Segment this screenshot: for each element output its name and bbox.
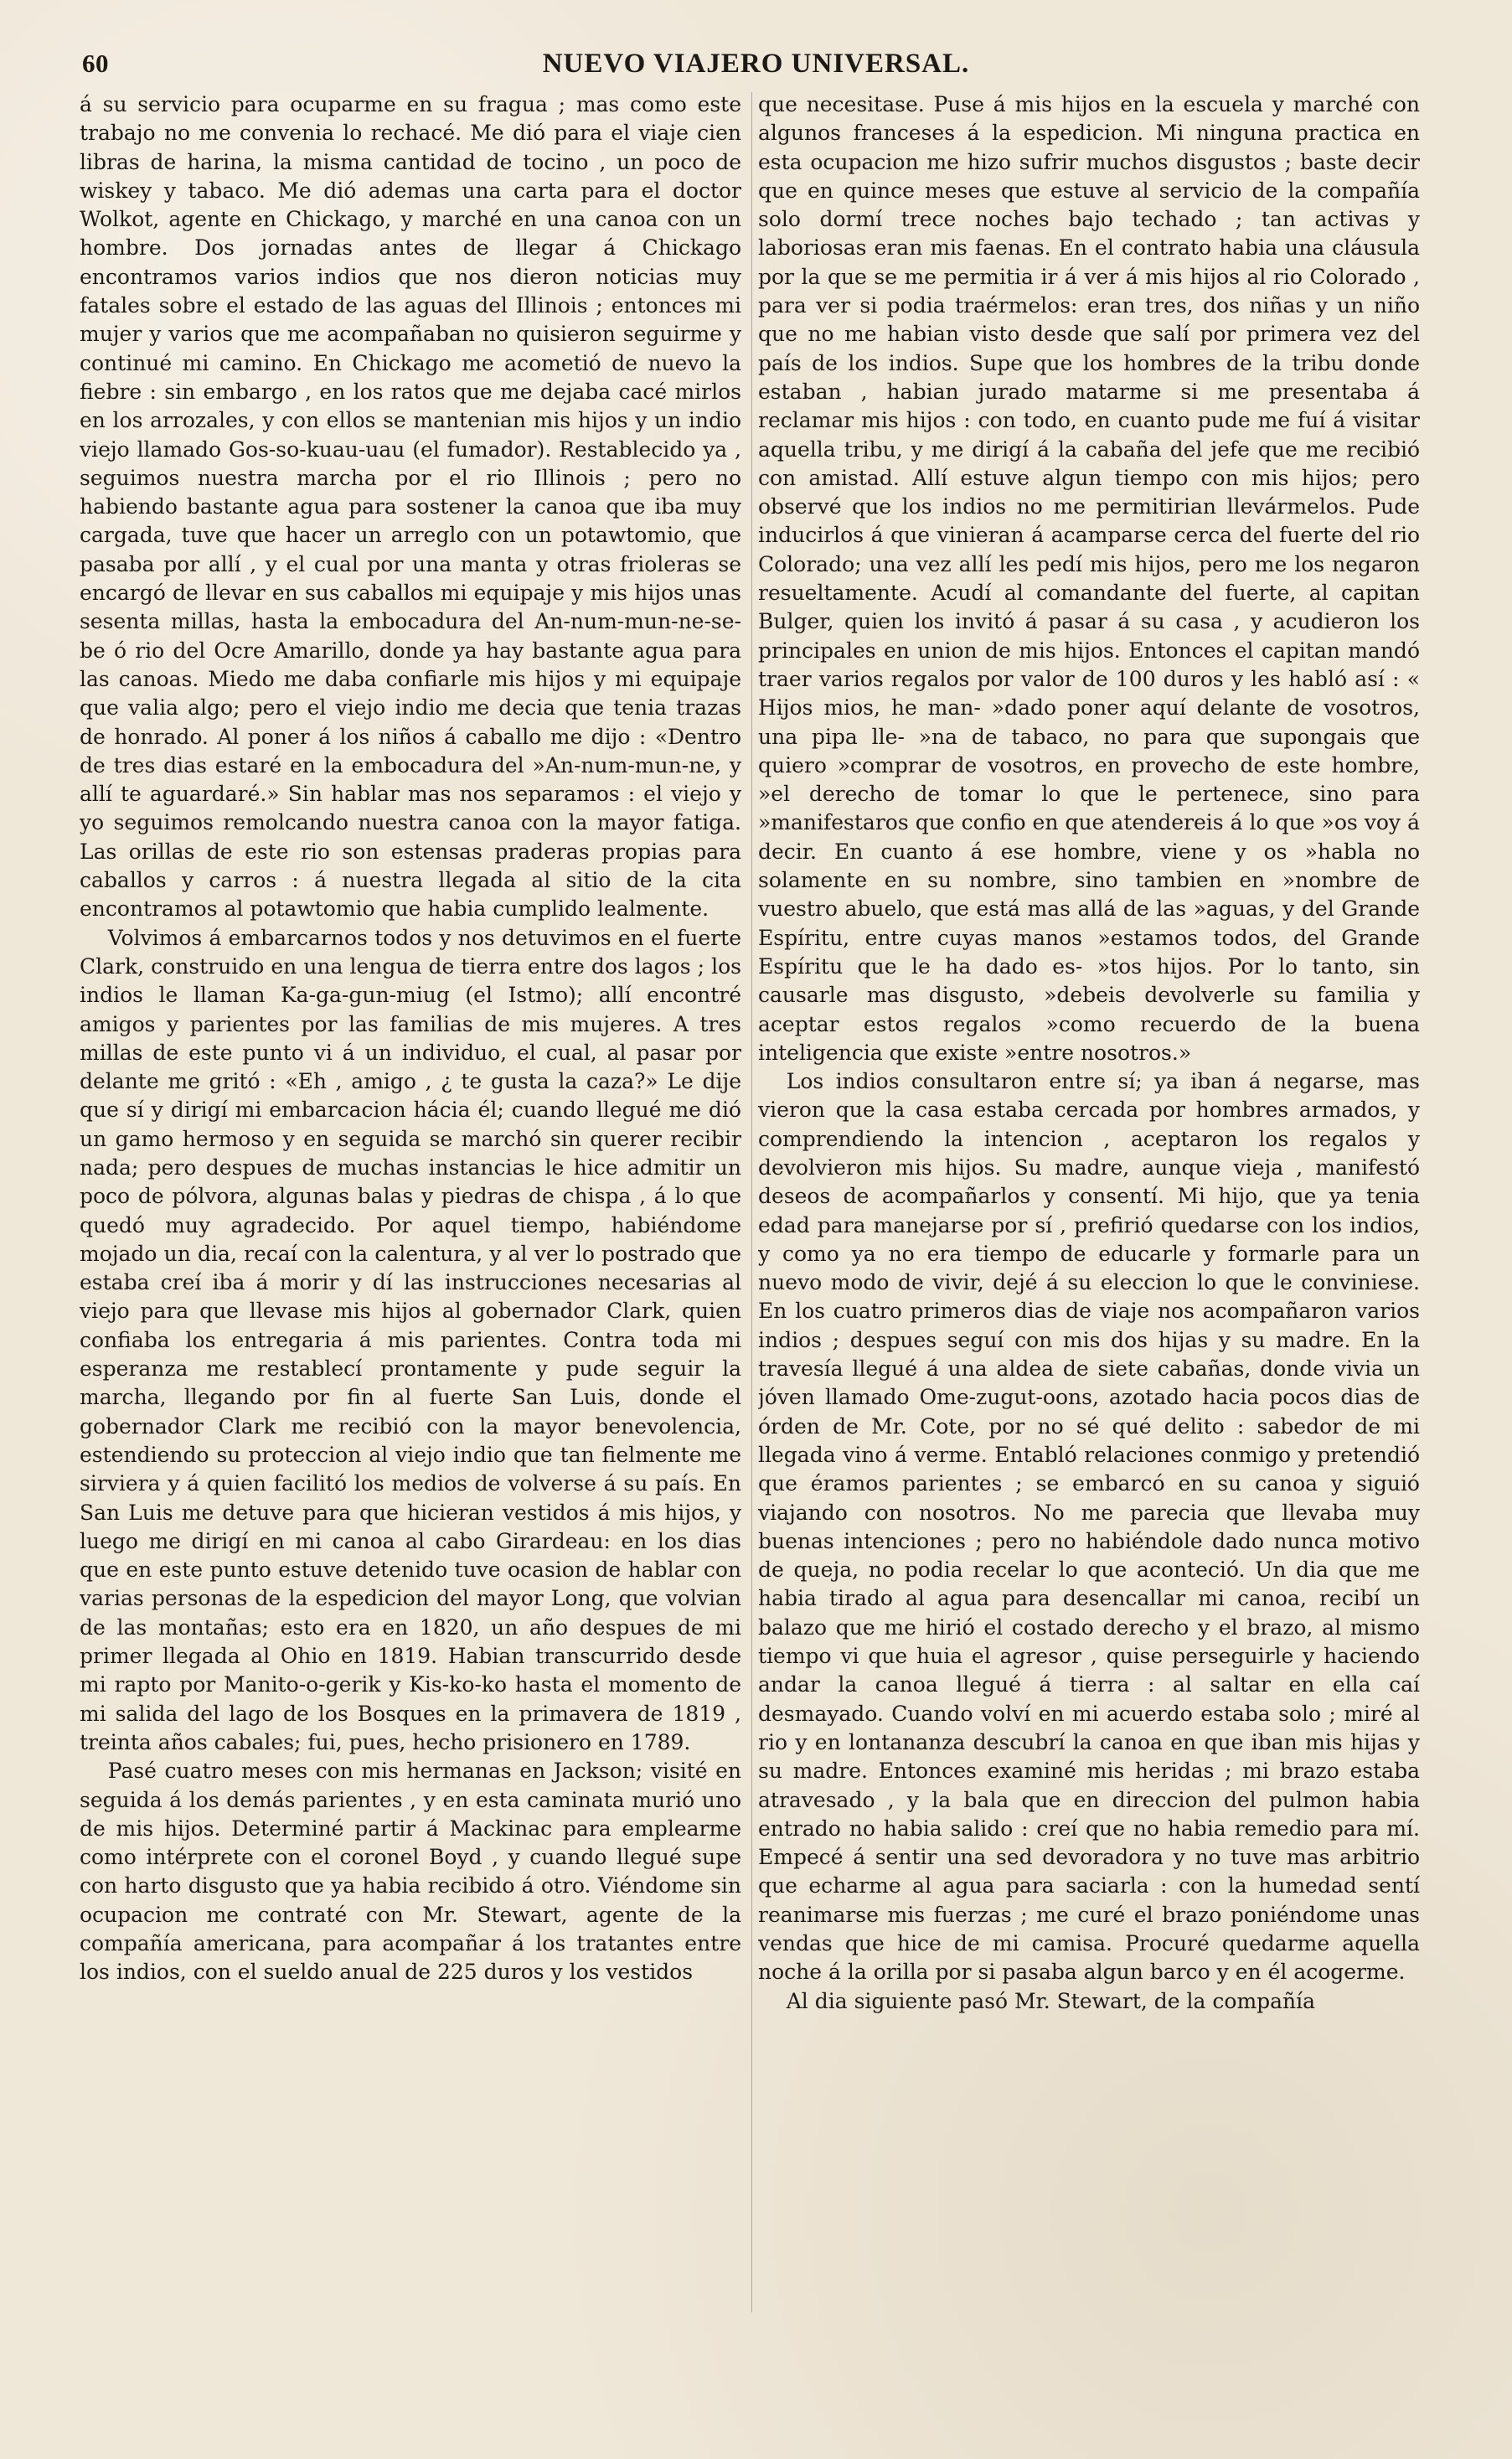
- left-paragraph-1: á su servicio para ocuparme en su fragua ; mas como este trabajo no me convenia lo rechacé. Me dió para el viaje cien libras de harina, la misma cantidad de tocino , un poco de wiskey y tabaco. Me dió ademas una carta para el doctor Wolkot, agente en Chickago, y marché en una canoa con un hombre. Dos jornadas antes de llegar á Chickago encontramos varios indios que nos dieron noticias muy fatales sobre el estado de las aguas del Illinois ; entonces mi mujer y varios que me acompañaban no quisieron seguirme y continué mi camino. En Chickago me acometió de nuevo la fiebre : sin embargo , en los ratos que me dejaba cacé mirlos en los arrozales, y con ellos se mantenian mis hijos y un indio viejo llamado Gos-so-kuau-uau (el fumador). Restablecido ya , seguimos nuestra marcha por el rio Illinois ; pero no habiendo bastante agua para sostener la canoa que iba muy cargada, tuve que hacer un arreglo con un potawtomio, que pasaba por allí , y el cual por una manta y otras frioleras se encargó de llevar en sus caballos mi equipaje y mis hijos unas sesenta millas, hasta la embocadura del An-num-mun-ne-se-be ó rio del Ocre Amarillo, donde ya hay bastante agua para las canoas. Miedo me daba confiarle mis hijos y mi equipaje que valia algo; pero el viejo indio me decia que tenia trazas de honrado. Al poner á los niños á caballo me dijo : «Dentro de tres dias estaré en la embocadura del »An-num-mun-ne, y allí te aguardaré.» Sin hablar mas nos separamos : el viejo y yo seguimos remolcando nuestra canoa con la mayor fatiga. Las orillas de este rio son estensas praderas propias para caballos y carros : á nuestra llegada al sitio de la cita encontramos al potawtomio que habia cumplido lealmente.: [80, 92, 741, 922]
- left-paragraph-3: Pasé cuatro meses con mis hermanas en Jackson; visité en seguida á los demás parientes , y en esta caminata murió uno de mis hijos. Determiné partir á Mackinac para emplearme como intérprete con el coronel Boyd , y cuando llegué supe con harto disgusto que ya habia recibido á otro. Viéndome sin ocupacion me contraté con Mr. Stewart, agente de la compañía americana, para acompañar á los tratantes entre los indios, con el sueldo anual de 225 duros y los vestidos: [80, 1759, 741, 1985]
- right-column: [758, 90, 1420, 2319]
- left-paragraph-2: Volvimos á embarcarnos todos y nos detuvimos en el fuerte Clark, construido en una lengua de tierra entre dos lagos ; los indios le llaman Ka-ga-gun-miug (el Istmo); allí encontré amigos y parientes por las familias de mis mujeres. A tres millas de este punto vi á un individuo, el cual, al pasar por delante me gritó : «Eh , amigo , ¿ te gusta la caza?» Le dije que sí y dirigí mi embarcacion hácia él; cuando llegué me dió un gamo hermoso y en seguida se marchó sin querer recibir nada; pero despues de muchas instancias le hice admitir un poco de pólvora, algunas balas y piedras de chispa , á lo que quedó muy agradecido. Por aquel tiempo, habiéndome mojado un dia, recaí con la calentura, y al ver lo postrado que estaba creí iba á morir y dí las instrucciones necesarias al viejo para que llevase mis hijos al gobernador Clark, quien confiaba los entregaria á mis parientes. Contra toda mi esperanza me restablecí prontamente y pude seguir la marcha, llegando por fin al fuerte San Luis, donde el gobernador Clark me recibió con la mayor benevolencia, estendiendo su proteccion al viejo indio que tan fielmente me sirviera y á quien facilitó los medios de volverse á su país. En San Luis me detuve para que hicieran vestidos á mis hijos, y luego me dirigí en mi canoa al cabo Girardeau: en los dias que en este punto estuve detenido tuve ocasion de hablar con varias personas de la espedicion del mayor Long, que volvian de las montañas; esto era en 1820, un año despues de mi primer llegada al Ohio en 1819. Habian transcurrido desde mi rapto por Manito-o-gerik y Kis-ko-ko hasta el momento de mi salida del lago de los Bosques en la primavera de 1819 , treinta años cabales; fui, pues, hecho prisionero en 1789.: [80, 925, 741, 1754]
- left-column: [80, 90, 741, 2319]
- column-divider: [751, 92, 752, 2312]
- right-paragraph-3: Al dia siguiente pasó Mr. Stewart, de la compañía: [786, 1988, 1316, 2013]
- right-paragraph-2: Los indios consultaron entre sí; ya iban á negarse, mas vieron que la casa estaba cercada por hombres armados, y comprendiendo la intencion , aceptaron los regalos y devolvieron mis hijos. Su madre, aunque vieja , manifestó deseos de acompañarlos y consentí. Mi hijo, que ya tenia edad para manejarse por sí , prefirió quedarse con los indios, y como ya no era tiempo de educarle y formarle para un nuevo modo de vivir, dejé á su eleccion lo que le conviniese. En los cuatro primeros dias de viaje nos acompañaron varios indios ; despues seguí con mis dos hijas y su madre. En la travesía llegué á una aldea de siete cabañas, donde vivia un jóven llamado Ome-zugut-oons, azotado hacia pocos dias de órden de Mr. Cote, por no sé qué delito : sabedor de mi llegada vino á verme. Entabló relaciones conmigo y pretendió que éramos parientes ; se embarcó en su canoa y siguió viajando con nosotros. No me parecia que llevaba muy buenas intenciones ; pero no habiéndole dado nunca motivo de queja, no podia recelar lo que aconteció. Un dia que me habia tirado al agua para desencallar mi canoa, recibí un balazo que me hirió el costado derecho y el brazo, al mismo tiempo vi que huia el agresor , quise perseguirle y haciendo andar la canoa llegué á tierra : al saltar en ella caí desmayado. Cuando volví en mi acuerdo estaba solo ; miré al rio y en lontananza descubrí la canoa en que iban mis hijas y su madre. Entonces examiné mis heridas ; mi brazo estaba atravesado , y la bala que en direccion del pulmon habia entrado no habia salido : creí que no habia remedio para mí. Empecé á sentir una sed devoradora y no tuve mas arbitrio que echarme al agua para saciarla : con la humedad sentí reanimarse mis fuerzas ; me curé el brazo poniéndome unas vendas que hice de mi camisa. Procuré quedarme aquella noche á la orilla por si pasaba algun barco y en él acogerme.: [758, 1069, 1420, 1985]
- running-title: NUEVO VIAJERO UNIVERSAL.: [542, 49, 970, 79]
- page-header: [0, 49, 1512, 84]
- page-number: 60: [82, 49, 109, 78]
- right-paragraph-1: que necesitase. Puse á mis hijos en la escuela y marché con algunos franceses á la espedicion. Mi ninguna practica en esta ocupacion me hizo sufrir muchos disgustos ; baste decir que en quince meses que estuve al servicio de la compañía solo dormí trece noches bajo techado ; tan activas y laboriosas eran mis faenas. En el contrato habia una cláusula por la que se me permitia ir á ver á mis hijos al rio Colorado , para ver si podia traérmelos: eran tres, dos niñas y un niño que no me habian visto desde que salí por primera vez del país de los indios. Supe que los hombres de la tribu donde estaban , habian jurado matarme si me presentaba á reclamar mis hijos : con todo, en cuanto pude me fuí á visitar aquella tribu, y me dirigí á la cabaña del jefe que me recibió con amistad. Allí estuve algun tiempo con mis hijos; pero observé que los indios no me permitirian llevármelos. Pude inducirlos á que vinieran á acamparse cerca del fuerte del rio Colorado; una vez allí les pedí mis hijos, pero me los negaron resueltamente. Acudí al comandante del fuerte, al capitan Bulger, quien los invitó á pasar á su casa , y acudieron los principales en union de mis hijos. Entonces el capitan mandó traer varios regalos por valor de 100 duros y les habló así : « Hijos mios, he man- »dado poner aquí delante de vosotros, una pipa lle- »na de tabaco, no para que supongais que quiero »comprar de vosotros, en provecho de este hombre, »el derecho de tomar lo que le pertenece, sino para »manifestaros que confio en que atendereis á lo que »os voy á decir. En cuanto á ese hombre, viene y os »habla no solamente en su nombre, sino tambien en »nombre de vuestro abuelo, que está mas allá de las »aguas, y del Grande Espíritu, entre cuyas manos »estamos todos, del Grande Espíritu que le ha dado es- »tos hijos. Por lo tanto, sin causarle mas disgusto, »debeis devolverle su familia y aceptar estos regalos »como recuerdo de la buena inteligencia que existe »entre nosotros.»: [758, 92, 1420, 1065]
